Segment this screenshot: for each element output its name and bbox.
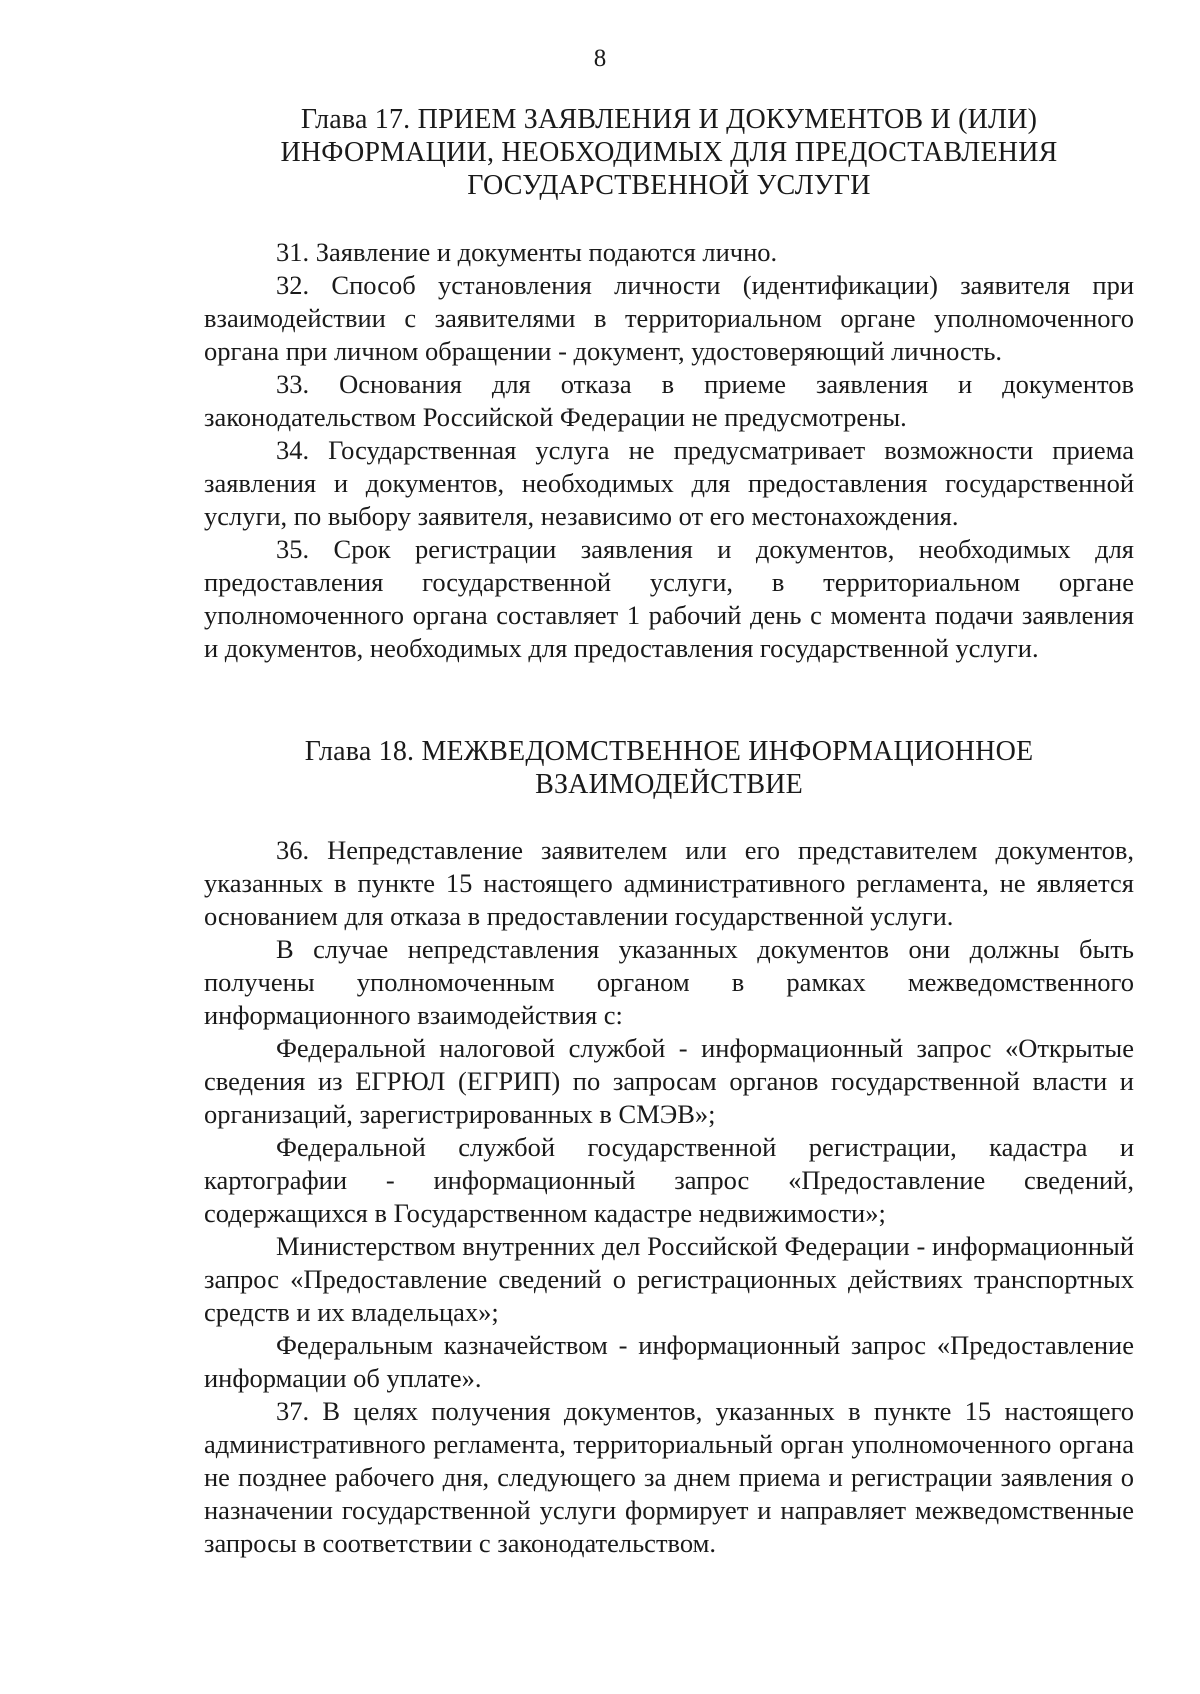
paragraph-32: 32. Способ установления личности (идентификации) заявителя при взаимодействии с заявителями в территориальном органе уполномоченного органа при личном обращении - документ, удостоверяющий личность. (204, 270, 1134, 366)
paragraph-31: 31. Заявление и документы подаются лично. (276, 237, 778, 267)
page-number: 8 (593, 45, 607, 72)
paragraph-unsubmitted-documents: В случае непредставления указанных документов они должны быть получены уполномоченным органом в рамках межведомственного информационного взаимодействия с: (204, 934, 1134, 1030)
chapter-18-body (204, 834, 1134, 1560)
chapter-17-title (204, 103, 1134, 202)
paragraph-tax-service-request: Федеральной налоговой службой - информационный запрос «Открытые сведения из ЕГРЮЛ (ЕГРИП) по запросам органов государственной власти и организаций, зарегистрированных в СМЭВ»; (204, 1033, 1134, 1129)
chapter-17-body (204, 236, 1134, 665)
chapter-17-title-line: ИНФОРМАЦИИ, НЕОБХОДИМЫХ ДЛЯ ПРЕДОСТАВЛЕНИЯ (280, 137, 1058, 168)
paragraph-36: 36. Непредставление заявителем или его представителем документов, указанных в пункте 15 настоящего административного регламента, не является основанием для отказа в предоставлении государственной услуги. (204, 835, 1134, 931)
paragraph-37: 37. В целях получения документов, указанных в пункте 15 настоящего административного регламента, территориальный орган уполномоченного органа не позднее рабочего дня, следующего за днем приема и регистрации заявления о назначении государственной услуги формирует и направляет межведомственные запросы в соответствии с законодательством. (204, 1396, 1134, 1558)
paragraph-33: 33. Основания для отказа в приеме заявления и документов законодательством Российской Федерации не предусмотрены. (204, 369, 1134, 432)
chapter-18-title-line: Глава 18. МЕЖВЕДОМСТВЕННОЕ ИНФОРМАЦИОННОЕ (304, 736, 1034, 767)
chapter-17-title-line: Глава 17. ПРИЕМ ЗАЯВЛЕНИЯ И ДОКУМЕНТОВ И (ИЛИ) (300, 104, 1038, 135)
paragraph-35: 35. Срок регистрации заявления и документов, необходимых для предоставления государственной услуги, в территориальном органе уполномоченного органа составляет 1 рабочий день с момента подачи заявления и документов, необходимых для предоставления государственной услуги. (204, 534, 1134, 663)
paragraph-registration-service-request: Федеральной службой государственной регистрации, кадастра и картографии - информационный запрос «Предоставление сведений, содержащихся в Государственном кадастре недвижимости»; (204, 1132, 1134, 1228)
paragraph-treasury-request: Федеральным казначейством - информационный запрос «Предоставление информации об уплате». (204, 1330, 1134, 1393)
chapter-18-title-line: ВЗАИМОДЕЙСТВИЕ (535, 769, 803, 800)
paragraph-interior-ministry-request: Министерством внутренних дел Российской Федерации - информационный запрос «Предоставление сведений о регистрационных действиях транспортных средств и их владельцах»; (204, 1231, 1134, 1327)
chapter-17-title-line: ГОСУДАРСТВЕННОЙ УСЛУГИ (467, 170, 871, 201)
chapter-18-title (204, 735, 1134, 801)
paragraph-34: 34. Государственная услуга не предусматривает возможности приема заявления и документов, необходимых для предоставления государственной услуги, по выбору заявителя, независимо от его местонахождения. (204, 435, 1134, 531)
